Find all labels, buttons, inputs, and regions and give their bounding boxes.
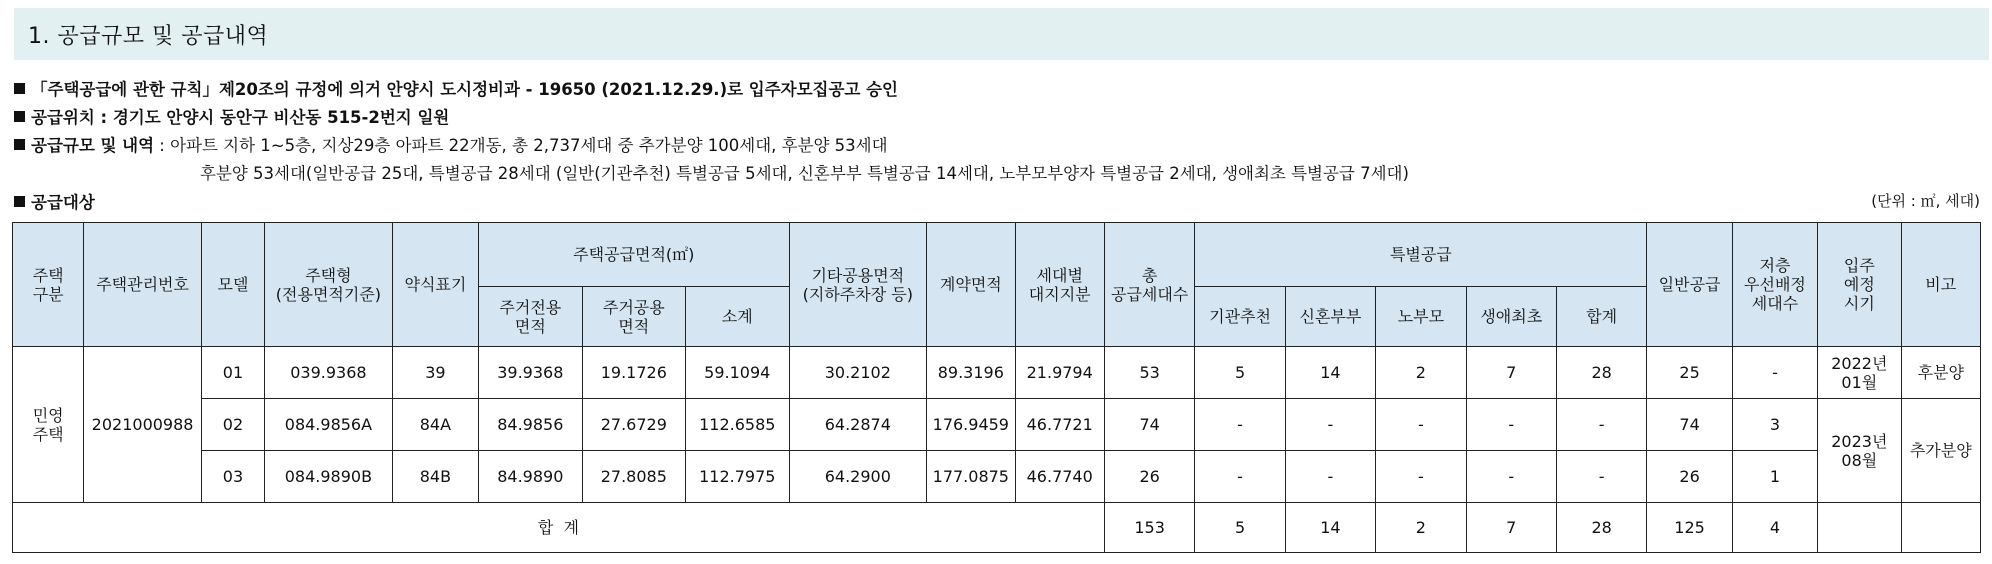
land-share-cell: 46.7721 xyxy=(1015,399,1104,451)
sp-sum-cell: 28 xyxy=(1556,347,1646,399)
sp-elderly-cell: 2 xyxy=(1376,347,1466,399)
col-mgmt-no: 주택관리번호 xyxy=(84,223,202,347)
house-type-cell: 084.9890B xyxy=(265,451,393,503)
total-empty-move-in xyxy=(1818,503,1901,553)
sp-newlywed-cell: 14 xyxy=(1285,347,1375,399)
common-cell: 19.1726 xyxy=(582,347,685,399)
model-cell: 01 xyxy=(201,347,264,399)
col-housing-type: 주택 구분 xyxy=(13,223,84,347)
section-title xyxy=(14,8,1989,60)
col-land-share: 세대별 대지지분 xyxy=(1015,223,1104,347)
model-cell: 03 xyxy=(201,451,264,503)
section-title-text: 1. 공급규모 및 공급내역 xyxy=(28,23,269,49)
abbr-cell: 84B xyxy=(392,451,478,503)
total-sp-sum: 28 xyxy=(1556,503,1646,553)
col-sp-agency: 기관추천 xyxy=(1195,287,1285,347)
col-low-floor: 저층 우선배정 세대수 xyxy=(1732,223,1817,347)
low-floor-cell: - xyxy=(1732,347,1817,399)
subtotal-cell: 59.1094 xyxy=(686,347,789,399)
other-common-cell: 64.2874 xyxy=(789,399,927,451)
square-bullet-icon xyxy=(14,196,25,207)
sp-newlywed-cell: - xyxy=(1285,451,1375,503)
sp-sum-cell: - xyxy=(1556,451,1646,503)
common-cell: 27.8085 xyxy=(582,451,685,503)
location-text: 공급위치 : 경기도 안양시 동안구 비산동 515-2번지 일원 xyxy=(31,108,450,127)
col-other-common: 기타공용면적 (지하주차장 등) xyxy=(789,223,927,347)
col-general: 일반공급 xyxy=(1647,223,1732,347)
subtotal-cell: 112.7975 xyxy=(686,451,789,503)
general-cell: 74 xyxy=(1647,399,1732,451)
general-cell: 25 xyxy=(1647,347,1732,399)
common-cell: 27.6729 xyxy=(582,399,685,451)
total-units-cell: 74 xyxy=(1104,399,1194,451)
exclusive-cell: 39.9368 xyxy=(479,347,582,399)
approval-text: 「주택공급에 관한 규칙」제20조의 규정에 의거 안양시 도시정비과 - 19650 (2021.12.29.)로 입주자모집공고 승인 xyxy=(31,80,898,99)
remark-cell: 후분양 xyxy=(1901,347,1980,399)
low-floor-cell: 3 xyxy=(1732,399,1817,451)
scale-label: 공급규모 및 내역 xyxy=(31,136,155,155)
total-agency-sum: 5 xyxy=(1195,503,1285,553)
col-abbr: 약식표기 xyxy=(392,223,478,347)
house-type-cell: 039.9368 xyxy=(265,347,393,399)
target-heading-text: 공급대상 xyxy=(31,193,95,212)
exclusive-cell: 84.9890 xyxy=(479,451,582,503)
total-empty-remark xyxy=(1901,503,1980,553)
col-contract: 계약면적 xyxy=(927,223,1015,347)
total-elderly-sum: 2 xyxy=(1376,503,1466,553)
general-cell: 26 xyxy=(1647,451,1732,503)
move-in-cell: 2022년 01월 xyxy=(1818,347,1901,399)
exclusive-cell: 84.9856 xyxy=(479,399,582,451)
table-row xyxy=(13,347,1981,399)
house-type-cell: 084.9856A xyxy=(265,399,393,451)
total-units-cell: 53 xyxy=(1104,347,1194,399)
col-sp-newlywed: 신혼부부 xyxy=(1285,287,1375,347)
sp-newlywed-cell: - xyxy=(1285,399,1375,451)
remark-cell: 추가분양 xyxy=(1901,399,1980,503)
other-common-cell: 30.2102 xyxy=(789,347,927,399)
col-move-in: 입주 예정 시기 xyxy=(1818,223,1901,347)
other-common-cell: 64.2900 xyxy=(789,451,927,503)
total-label-cell: 합 계 xyxy=(13,503,1105,553)
move-in-cell: 2023년 08월 xyxy=(1818,399,1901,503)
sp-agency-cell: - xyxy=(1195,399,1285,451)
total-newlywed-sum: 14 xyxy=(1285,503,1375,553)
col-model: 모델 xyxy=(201,223,264,347)
housing-group-cell: 민영 주택 xyxy=(13,347,84,503)
square-bullet-icon xyxy=(14,139,25,150)
mgmt-number-cell: 2021000988 xyxy=(84,347,202,503)
col-special: 특별공급 xyxy=(1195,223,1647,287)
abbr-cell: 84A xyxy=(392,399,478,451)
col-total-units: 총 공급세대수 xyxy=(1104,223,1194,347)
total-units-cell: 26 xyxy=(1104,451,1194,503)
contract-cell: 89.3196 xyxy=(927,347,1015,399)
total-firsttime-sum: 7 xyxy=(1466,503,1556,553)
low-floor-cell: 1 xyxy=(1732,451,1817,503)
supply-table xyxy=(12,222,1981,553)
unit-label: (단위 : ㎡, 세대) xyxy=(1871,192,1980,210)
abbr-cell: 39 xyxy=(392,347,478,399)
total-row xyxy=(13,503,1981,553)
col-supply-area: 주택공급면적(㎡) xyxy=(479,223,789,287)
sp-sum-cell: - xyxy=(1556,399,1646,451)
scale-line xyxy=(14,132,888,156)
scale-detail-text: 후분양 53세대(일반공급 25대, 특별공급 28세대 (일반(기관추천) 특별공급 5세대, 신혼부부 특별공급 14세대, 노부모부양자 특별공급 2세대, 생애최초 특별공급 7세대) xyxy=(200,164,1409,183)
scale-detail-line xyxy=(200,160,1409,184)
scale-text: : 아파트 지하 1~5층, 지상29층 아파트 22개동, 총 2,737세대 중 추가분양 100세대, 후분양 53세대 xyxy=(154,136,888,155)
model-cell: 02 xyxy=(201,399,264,451)
sp-agency-cell: 5 xyxy=(1195,347,1285,399)
table-row xyxy=(13,451,1981,503)
total-general-sum: 125 xyxy=(1647,503,1732,553)
sp-elderly-cell: - xyxy=(1376,451,1466,503)
target-heading xyxy=(14,189,95,213)
contract-cell: 177.0875 xyxy=(927,451,1015,503)
sp-elderly-cell: - xyxy=(1376,399,1466,451)
sp-firsttime-cell: - xyxy=(1466,451,1556,503)
col-sp-firsttime: 생애최초 xyxy=(1466,287,1556,347)
col-sp-elderly: 노부모 xyxy=(1376,287,1466,347)
col-common: 주거공용 면적 xyxy=(582,287,685,347)
sp-firsttime-cell: - xyxy=(1466,399,1556,451)
square-bullet-icon xyxy=(14,83,25,94)
square-bullet-icon xyxy=(14,111,25,122)
land-share-cell: 21.9794 xyxy=(1015,347,1104,399)
sp-firsttime-cell: 7 xyxy=(1466,347,1556,399)
header-row-1 xyxy=(13,223,1981,287)
approval-line xyxy=(14,76,898,100)
subtotal-cell: 112.6585 xyxy=(686,399,789,451)
land-share-cell: 46.7740 xyxy=(1015,451,1104,503)
col-exclusive: 주거전용 면적 xyxy=(479,287,582,347)
col-sp-sum: 합계 xyxy=(1556,287,1646,347)
total-low-floor-sum: 4 xyxy=(1732,503,1817,553)
col-subtotal: 소계 xyxy=(686,287,789,347)
table-row xyxy=(13,399,1981,451)
col-remarks: 비고 xyxy=(1901,223,1980,347)
col-house-type: 주택형 (전용면적기준) xyxy=(265,223,393,347)
sp-agency-cell: - xyxy=(1195,451,1285,503)
total-units-sum: 153 xyxy=(1104,503,1194,553)
contract-cell: 176.9459 xyxy=(927,399,1015,451)
location-line xyxy=(14,104,449,128)
